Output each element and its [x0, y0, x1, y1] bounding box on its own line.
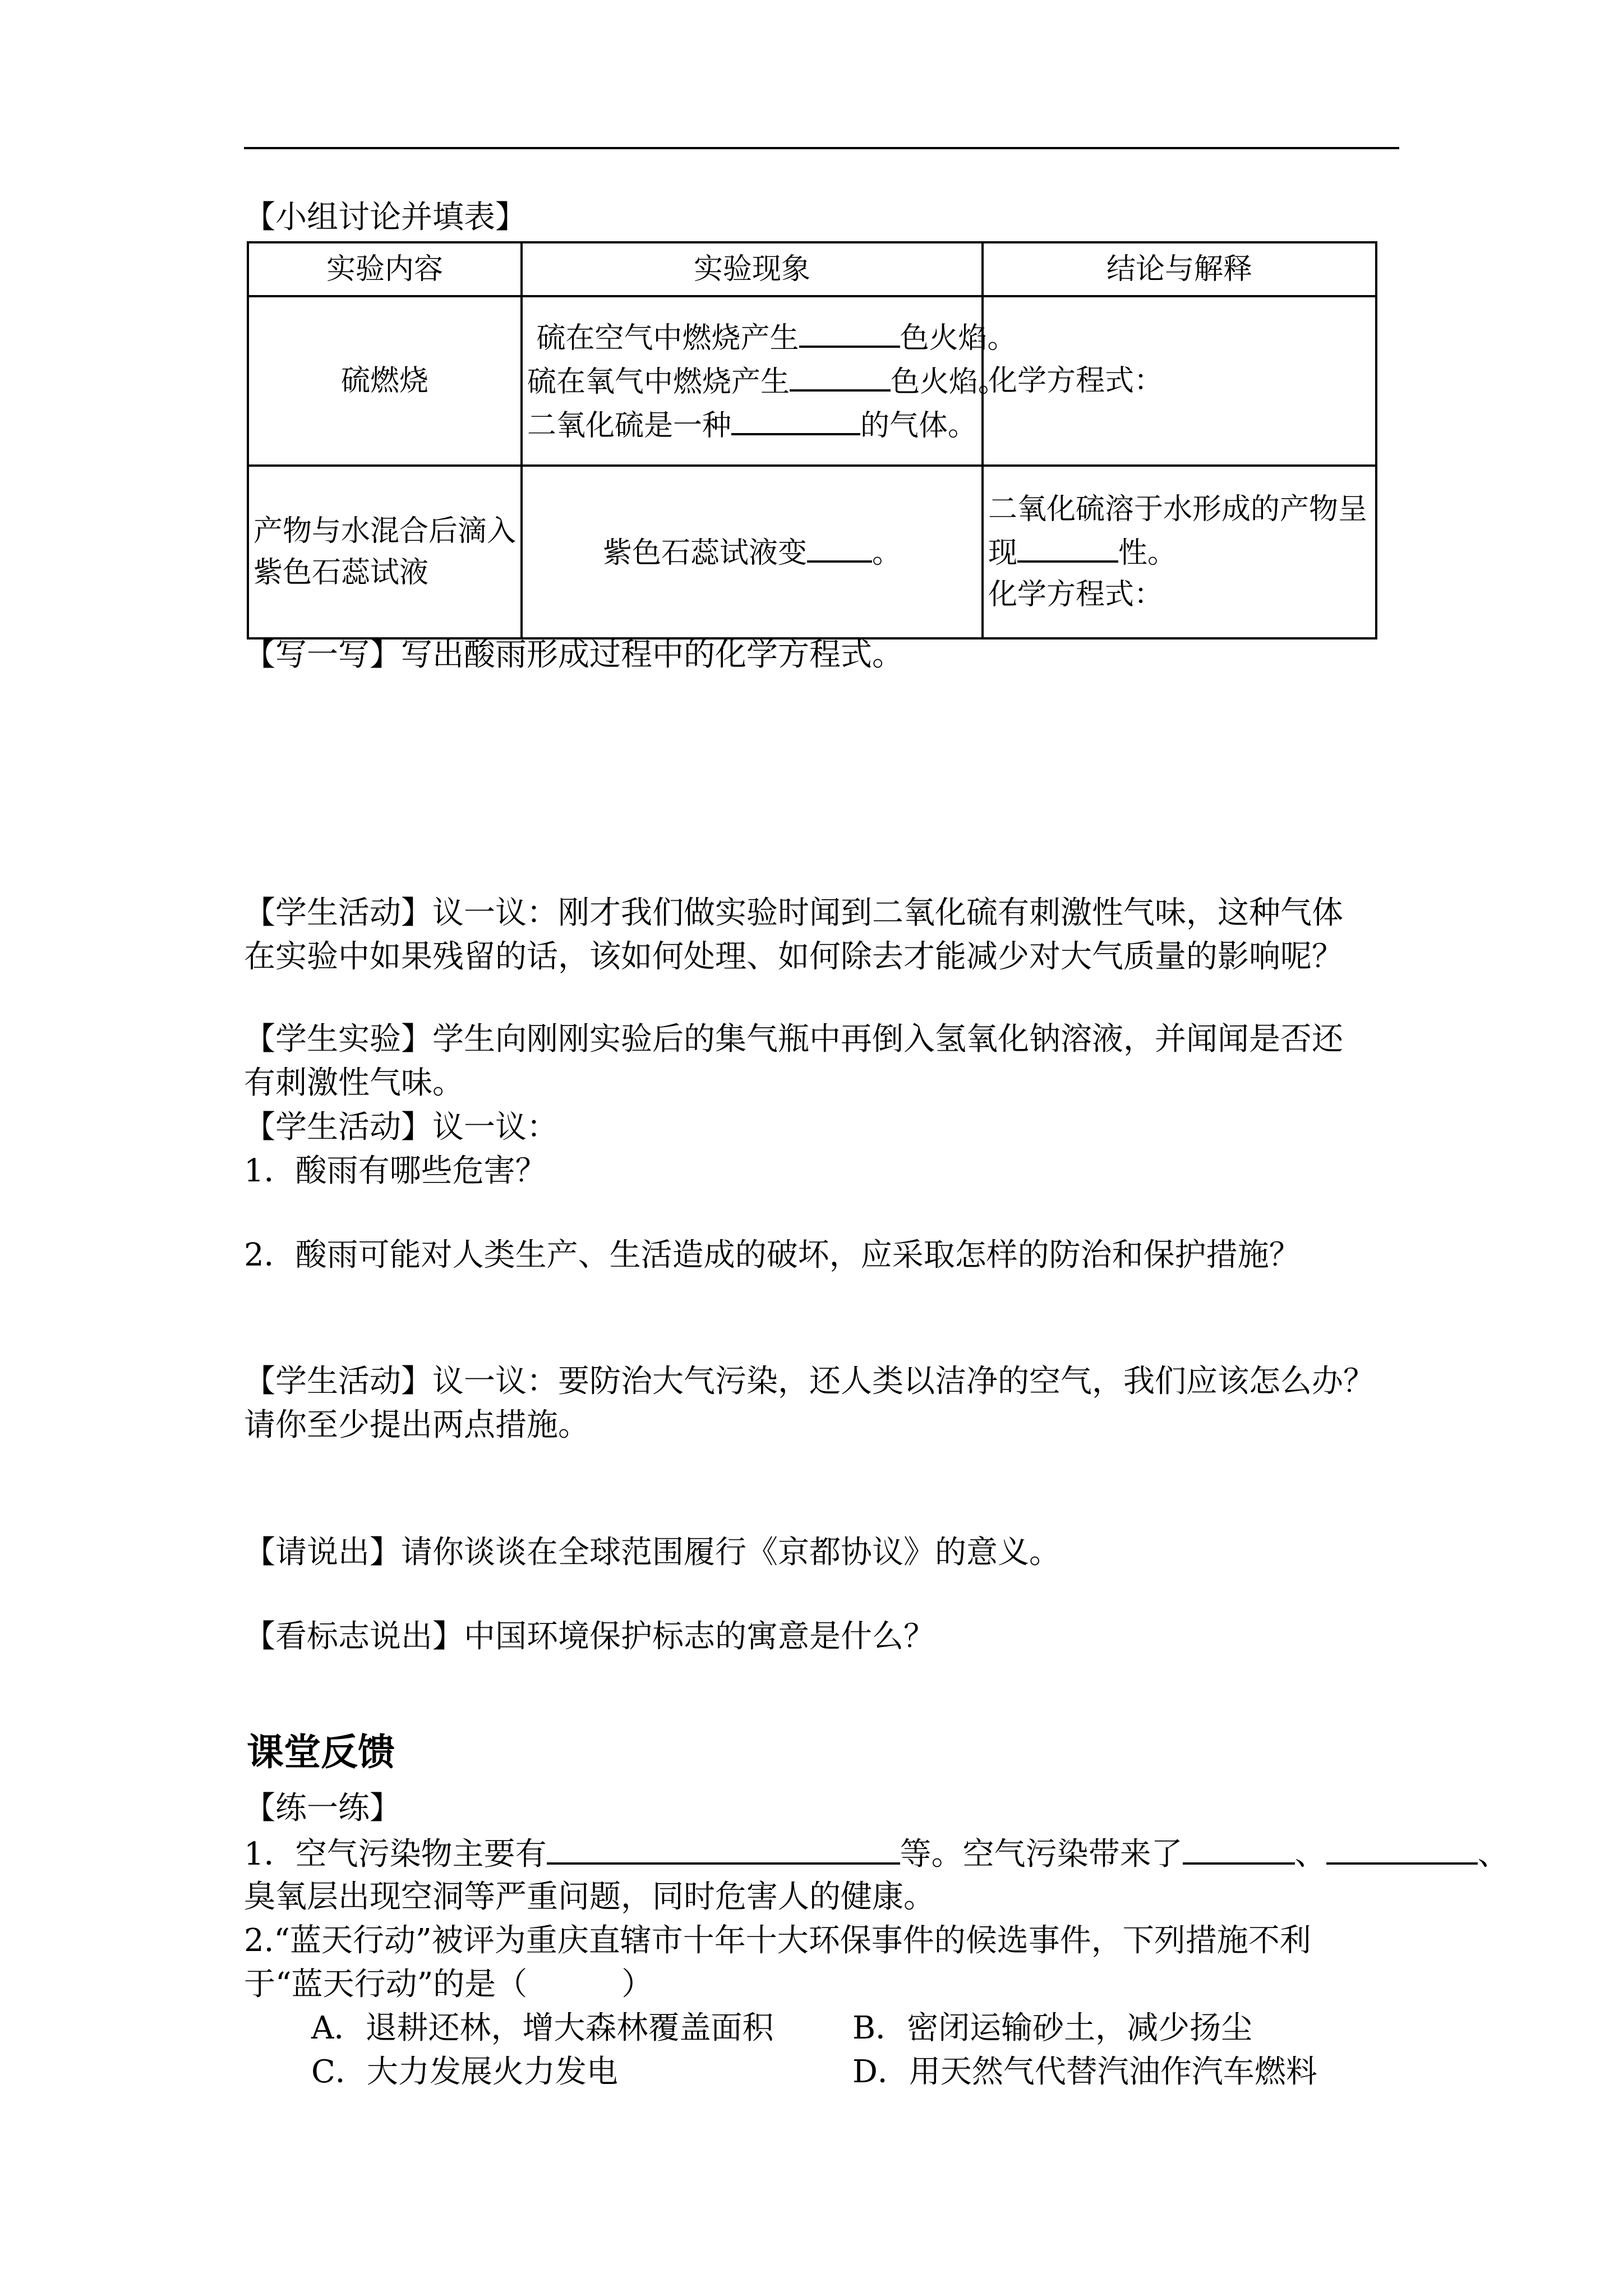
activity2-question1: 1．酸雨有哪些危害？ — [244, 1153, 547, 1189]
feedback-title: 课堂反馈 — [247, 1731, 395, 1774]
row1-conclusion: 化学方程式： — [983, 296, 1376, 466]
write-section: 【写一写】写出酸雨形成过程中的化学方程式。 — [244, 637, 903, 673]
blank-oxygen-flame-color[interactable] — [790, 359, 891, 392]
activity1-line1: 【学生活动】议一议：刚才我们做实验时闻到二氧化硫有刺激性气味，这种气体 — [244, 895, 1343, 931]
row2-content-line1: 产物与水混合后滴入 — [253, 514, 517, 548]
row1-content: 硫燃烧 — [248, 296, 522, 466]
row2-conclusion-line3: 化学方程式： — [988, 578, 1164, 611]
activity1-line2: 在实验中如果残留的话，该如何处理、如何除去才能减少对大气质量的影响呢？ — [244, 938, 1343, 975]
option-b[interactable]: B．密闭运输砂土，减少扬尘 — [852, 2010, 1253, 2046]
blank-harm-1[interactable] — [1183, 1832, 1295, 1865]
blank-litmus-color[interactable] — [807, 530, 872, 563]
experiment-line1: 【学生实验】学生向刚刚实验后的集气瓶中再倒入氢氧化钠溶液，并闻闻是否还 — [244, 1021, 1343, 1057]
question2-line1: 2.“蓝天行动”被评为重庆直辖市十年十大环保事件的候选事件，下列措施不利 — [244, 1922, 1311, 1959]
table-section-title: 【小组讨论并填表】 — [244, 199, 527, 236]
question1-line2: 臭氧层出现空洞等严重问题，同时危害人的健康。 — [244, 1879, 935, 1915]
experiment-table — [247, 241, 1377, 639]
obs-line-air: 硫在空气中燃烧产生 色火焰。 — [527, 315, 977, 359]
activity3-line2: 请你至少提出两点措施。 — [244, 1407, 589, 1443]
table-row — [248, 466, 1376, 638]
header-conclusion: 结论与解释 — [983, 242, 1376, 296]
header-rule — [244, 147, 1399, 149]
blank-pollutants[interactable] — [547, 1832, 900, 1865]
question2-line2: 于“蓝天行动”的是（ ） — [244, 1966, 653, 2003]
row2-content-line2: 紫色石蕊试液 — [253, 556, 429, 590]
obs-line-so2: 二氧化硫是一种 的气体。 — [527, 403, 977, 447]
option-d[interactable]: D．用天然气代替汽油作汽车燃料 — [852, 2054, 1317, 2090]
option-a[interactable]: A．退耕还林，增大森林覆盖面积 — [311, 2010, 774, 2046]
row2-conclusion — [983, 466, 1376, 638]
row2-conclusion-line1: 二氧化硫溶于水形成的产物呈 — [988, 493, 1368, 526]
header-content: 实验内容 — [248, 242, 522, 296]
table-row — [248, 296, 1376, 466]
blank-so2-property[interactable] — [731, 403, 860, 435]
blank-acidity[interactable] — [1017, 530, 1118, 563]
activity3-line1: 【学生活动】议一议：要防治大气污染，还人类以洁净的空气，我们应该怎么办？ — [244, 1363, 1375, 1400]
table-header-row — [248, 242, 1376, 296]
speak-section: 【请说出】请你谈谈在全球范围履行《京都协议》的意义。 — [244, 1534, 1061, 1571]
obs-line-oxygen: 硫在氧气中燃烧产生 色火焰。 — [527, 359, 977, 403]
blank-harm-2[interactable] — [1326, 1832, 1478, 1865]
option-c[interactable]: C．大力发展火力发电 — [311, 2054, 618, 2090]
blank-air-flame-color[interactable] — [799, 315, 900, 348]
practice-title: 【练一练】 — [244, 1790, 401, 1826]
row1-observation — [522, 296, 1017, 466]
row2-observation: 紫色石蕊试液变 。 — [522, 466, 983, 638]
activity2-title: 【学生活动】议一议： — [244, 1109, 558, 1145]
experiment-line2: 有刺激性气味。 — [244, 1065, 464, 1101]
row2-content — [248, 466, 522, 638]
question1-line1: 1．空气污染物主要有 等。空气污染带来了 、 、 — [244, 1832, 1509, 1876]
row2-conclusion-line2: 现 性。 — [988, 530, 1371, 574]
logo-section: 【看标志说出】中国环境保护标志的寓意是什么？ — [244, 1618, 935, 1655]
activity2-question2: 2．酸雨可能对人类生产、生活造成的破坏，应采取怎样的防治和保护措施？ — [244, 1237, 1301, 1273]
header-phenomenon: 实验现象 — [522, 242, 983, 296]
